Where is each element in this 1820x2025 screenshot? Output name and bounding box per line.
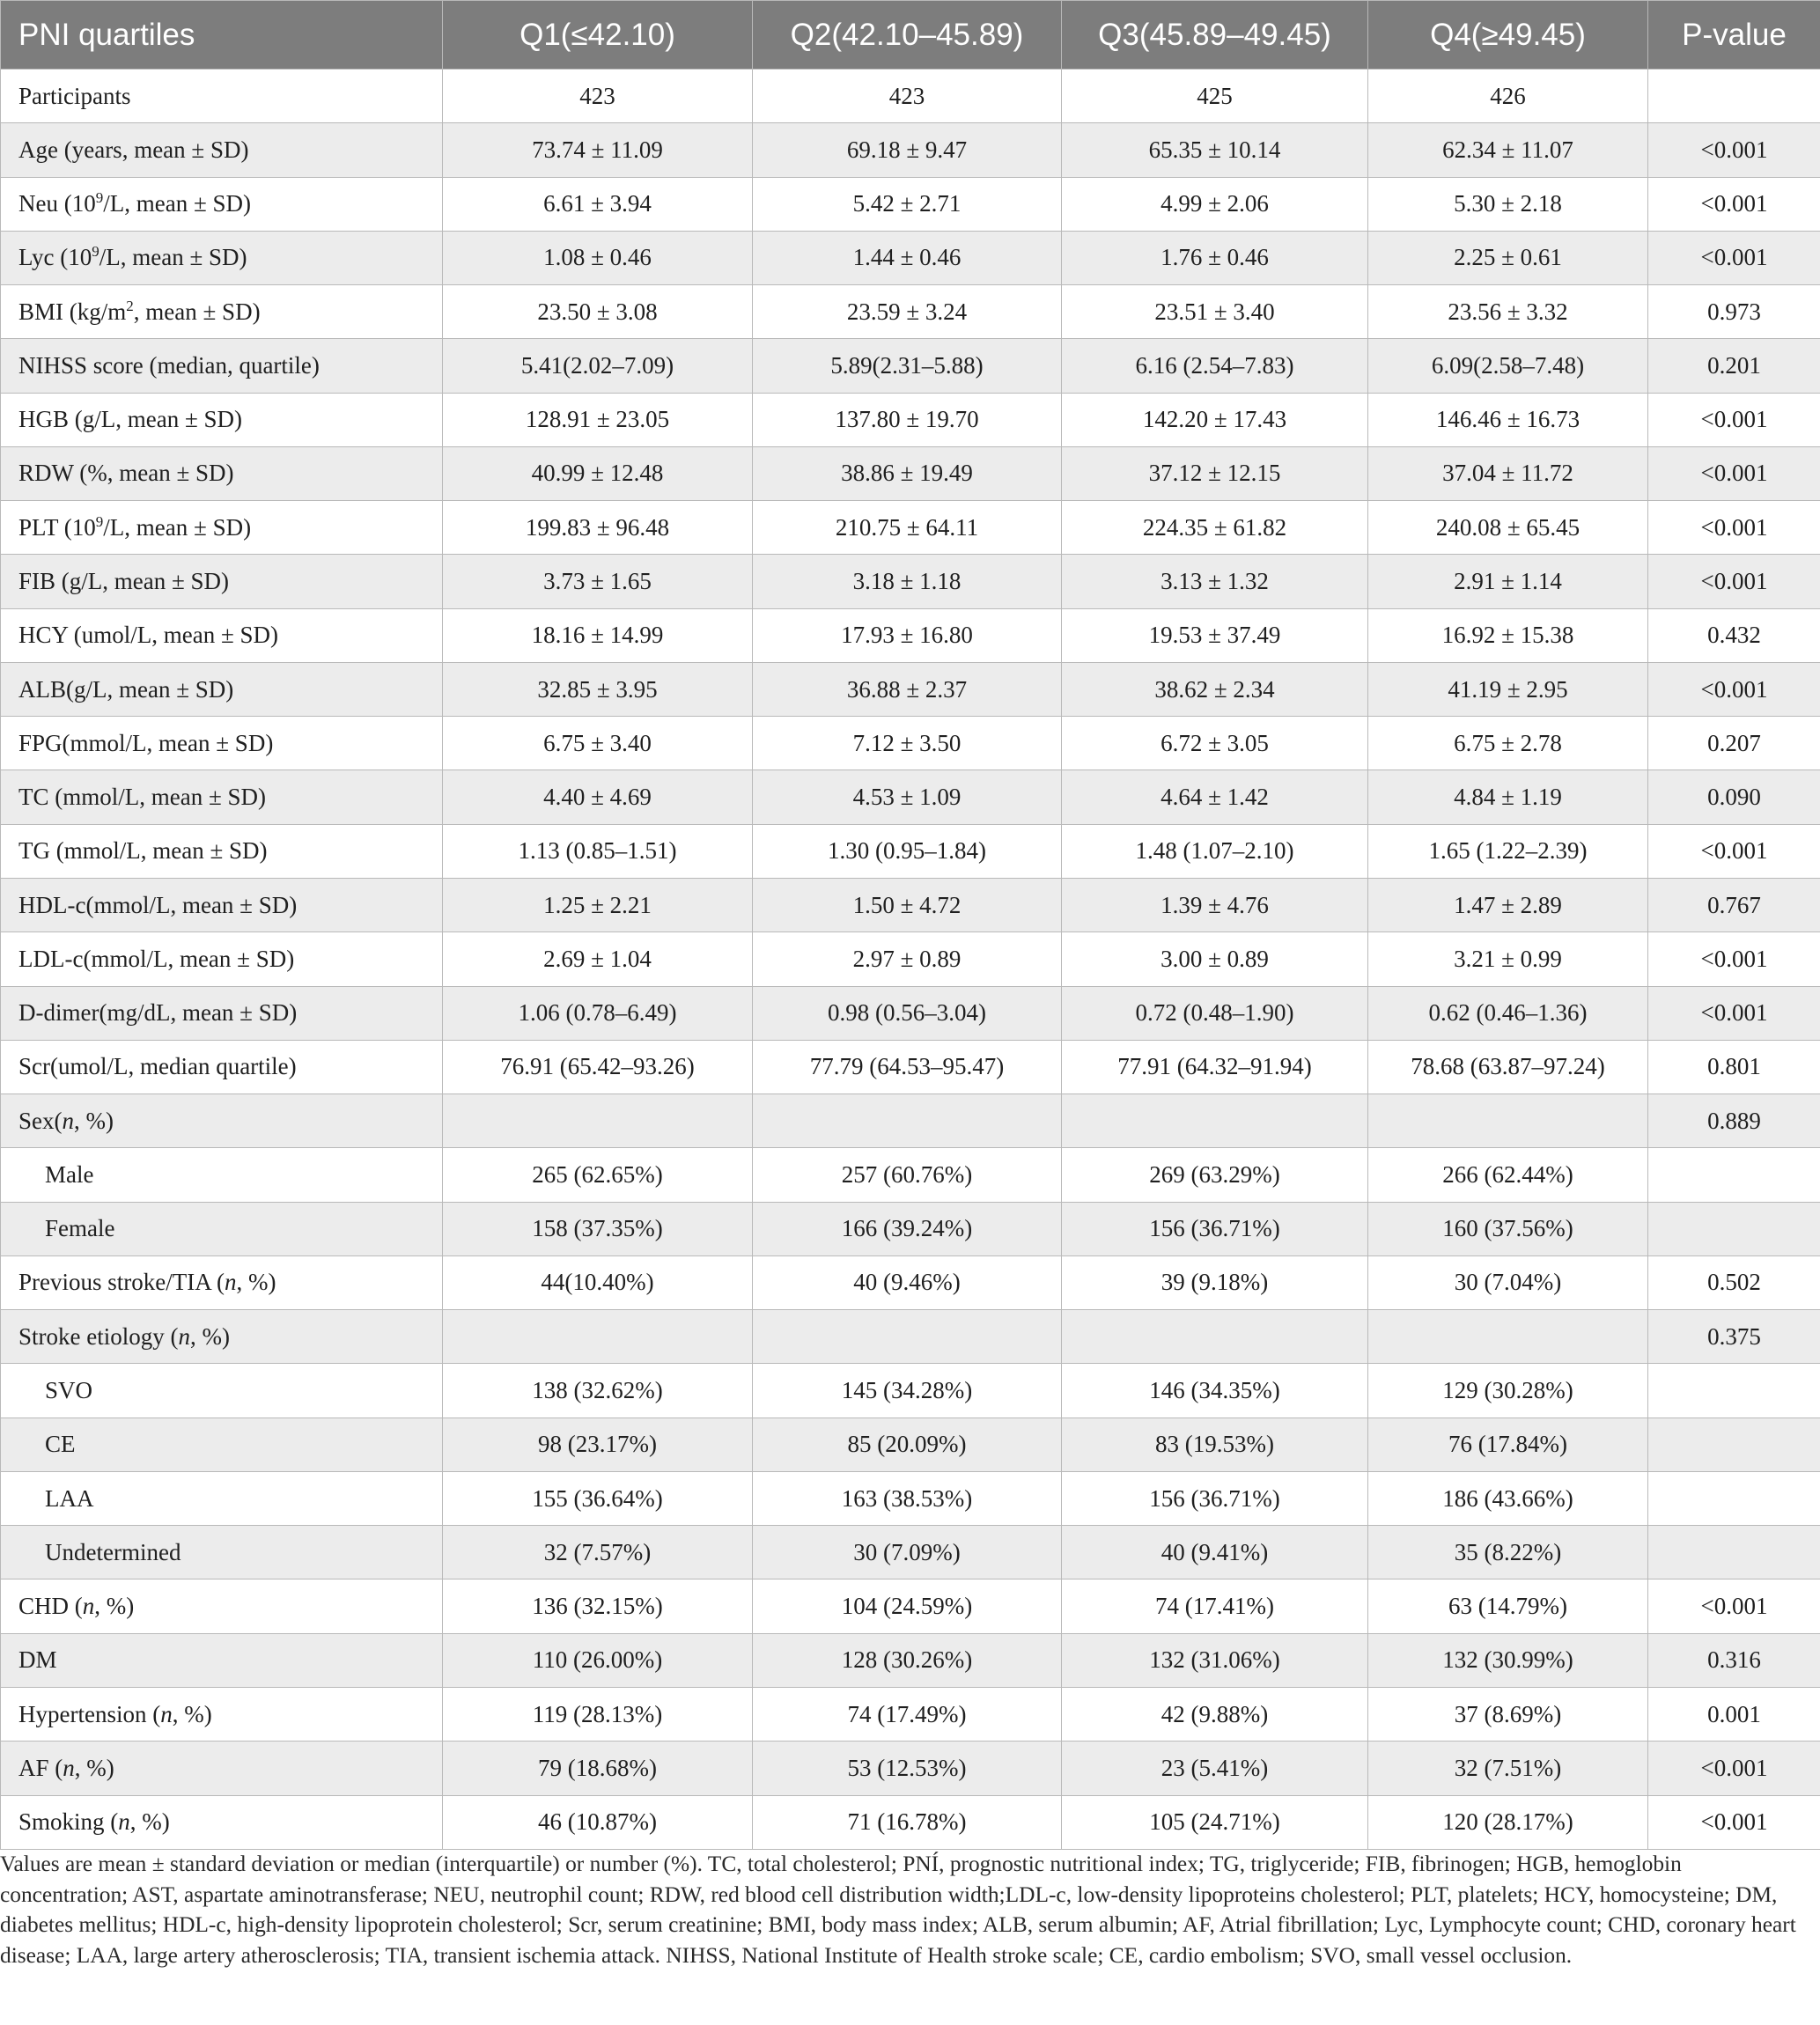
cell-q2: 5.89(2.31–5.88) xyxy=(753,339,1062,393)
row-label: PLT ($10^9/L$, mean ± SD) xyxy=(1,501,443,555)
cell-q3: 269 (63.29%) xyxy=(1062,1148,1368,1202)
cell-q1: 32 (7.57%) xyxy=(443,1526,753,1580)
cell-q2: 137.80 ± 19.70 xyxy=(753,393,1062,446)
table-row xyxy=(1,1202,1820,1256)
cell-q1: 3.73 ± 1.65 xyxy=(443,555,753,608)
cell-q4: 146.46 ± 16.73 xyxy=(1368,393,1648,446)
table-row xyxy=(1,1633,1820,1687)
header-q2: Q2(42.10–45.89) xyxy=(753,1,1062,70)
row-label: Undetermined xyxy=(1,1526,443,1580)
cell-q2: 40 (9.46%) xyxy=(753,1256,1062,1309)
cell-q2: 38.86 ± 19.49 xyxy=(753,446,1062,500)
row-label: Participants xyxy=(1,70,443,123)
cell-q3: 132 (31.06%) xyxy=(1062,1633,1368,1687)
cell-q1 xyxy=(443,1094,753,1148)
table-row xyxy=(1,1310,1820,1364)
cell-q1: 265 (62.65%) xyxy=(443,1148,753,1202)
row-label: Scr(umol/L, median quartile) xyxy=(1,1040,443,1094)
table-row xyxy=(1,285,1820,339)
cell-q2: 1.44 ± 0.46 xyxy=(753,231,1062,284)
cell-p-value xyxy=(1648,1202,1820,1256)
cell-p-value: 0.432 xyxy=(1648,608,1820,662)
row-label: NIHSS score (median, quartile) xyxy=(1,339,443,393)
cell-q1: 18.16 ± 14.99 xyxy=(443,608,753,662)
row-label: Female xyxy=(1,1202,443,1256)
cell-q4: 6.75 ± 2.78 xyxy=(1368,717,1648,770)
cell-q3: 3.00 ± 0.89 xyxy=(1062,932,1368,986)
cell-p-value: 0.001 xyxy=(1648,1687,1820,1741)
table-row xyxy=(1,1148,1820,1202)
cell-q1: 199.83 ± 96.48 xyxy=(443,501,753,555)
table-row xyxy=(1,932,1820,986)
cell-q4: 1.65 (1.22–2.39) xyxy=(1368,824,1648,878)
row-label: DM xyxy=(1,1633,443,1687)
cell-q3: 19.53 ± 37.49 xyxy=(1062,608,1368,662)
table-row xyxy=(1,1687,1820,1741)
cell-q4: 4.84 ± 1.19 xyxy=(1368,770,1648,824)
row-label: Age (years, mean ± SD) xyxy=(1,123,443,177)
row-label: LAA xyxy=(1,1471,443,1525)
cell-q3: 83 (19.53%) xyxy=(1062,1418,1368,1471)
cell-p-value xyxy=(1648,70,1820,123)
cell-q4 xyxy=(1368,1310,1648,1364)
table-row xyxy=(1,70,1820,123)
cell-q4: 37.04 ± 11.72 xyxy=(1368,446,1648,500)
cell-q2: 1.30 (0.95–1.84) xyxy=(753,824,1062,878)
cell-p-value: <0.001 xyxy=(1648,231,1820,284)
row-label: Stroke etiology (n, %) xyxy=(1,1310,443,1364)
row-label: Sex(n, %) xyxy=(1,1094,443,1148)
cell-q4: 5.30 ± 2.18 xyxy=(1368,177,1648,231)
cell-q4: 160 (37.56%) xyxy=(1368,1202,1648,1256)
table-row xyxy=(1,446,1820,500)
cell-q3: 6.72 ± 3.05 xyxy=(1062,717,1368,770)
cell-q2: 36.88 ± 2.37 xyxy=(753,662,1062,716)
cell-q4: 3.21 ± 0.99 xyxy=(1368,932,1648,986)
cell-q1: 5.41(2.02–7.09) xyxy=(443,339,753,393)
cell-p-value: <0.001 xyxy=(1648,446,1820,500)
header-pni-quartiles: PNI quartiles xyxy=(1,1,443,70)
cell-q4: 23.56 ± 3.32 xyxy=(1368,285,1648,339)
table-row xyxy=(1,770,1820,824)
cell-q3: 105 (24.71%) xyxy=(1062,1795,1368,1849)
cell-p-value xyxy=(1648,1364,1820,1418)
cell-q4: 186 (43.66%) xyxy=(1368,1471,1648,1525)
cell-p-value: <0.001 xyxy=(1648,501,1820,555)
cell-p-value: <0.001 xyxy=(1648,986,1820,1040)
cell-q1: 73.74 ± 11.09 xyxy=(443,123,753,177)
cell-q3: 0.72 (0.48–1.90) xyxy=(1062,986,1368,1040)
table-body xyxy=(1,70,1820,1850)
table-row xyxy=(1,123,1820,177)
cell-p-value: <0.001 xyxy=(1648,555,1820,608)
cell-p-value: 0.207 xyxy=(1648,717,1820,770)
cell-q1: 46 (10.87%) xyxy=(443,1795,753,1849)
cell-q2: 4.53 ± 1.09 xyxy=(753,770,1062,824)
cell-q2: 0.98 (0.56–3.04) xyxy=(753,986,1062,1040)
cell-q4: 32 (7.51%) xyxy=(1368,1742,1648,1795)
cell-q3: 37.12 ± 12.15 xyxy=(1062,446,1368,500)
row-label: RDW (%, mean ± SD) xyxy=(1,446,443,500)
header-q4: Q4(≥49.45) xyxy=(1368,1,1648,70)
cell-q3: 146 (34.35%) xyxy=(1062,1364,1368,1418)
table-row xyxy=(1,1580,1820,1633)
cell-q2: 210.75 ± 64.11 xyxy=(753,501,1062,555)
cell-q1: 1.13 (0.85–1.51) xyxy=(443,824,753,878)
cell-p-value: 0.767 xyxy=(1648,878,1820,932)
header-p-value: P-value xyxy=(1648,1,1820,70)
row-label: Male xyxy=(1,1148,443,1202)
cell-q1 xyxy=(443,1310,753,1364)
cell-q1: 423 xyxy=(443,70,753,123)
row-label: ALB(g/L, mean ± SD) xyxy=(1,662,443,716)
row-label: TC (mmol/L, mean ± SD) xyxy=(1,770,443,824)
cell-q3: 4.99 ± 2.06 xyxy=(1062,177,1368,231)
cell-p-value: <0.001 xyxy=(1648,123,1820,177)
cell-p-value: 0.889 xyxy=(1648,1094,1820,1148)
cell-q4: 78.68 (63.87–97.24) xyxy=(1368,1040,1648,1094)
row-label: LDL-c(mmol/L, mean ± SD) xyxy=(1,932,443,986)
cell-q2: 23.59 ± 3.24 xyxy=(753,285,1062,339)
table-row xyxy=(1,393,1820,446)
cell-q4: 63 (14.79%) xyxy=(1368,1580,1648,1633)
cell-q3: 1.48 (1.07–2.10) xyxy=(1062,824,1368,878)
table-row xyxy=(1,986,1820,1040)
cell-p-value xyxy=(1648,1148,1820,1202)
table-row xyxy=(1,824,1820,878)
cell-q3: 156 (36.71%) xyxy=(1062,1471,1368,1525)
cell-q3: 142.20 ± 17.43 xyxy=(1062,393,1368,446)
cell-q3: 6.16 (2.54–7.83) xyxy=(1062,339,1368,393)
cell-p-value: <0.001 xyxy=(1648,662,1820,716)
cell-q4: 16.92 ± 15.38 xyxy=(1368,608,1648,662)
cell-q3: 156 (36.71%) xyxy=(1062,1202,1368,1256)
cell-p-value: 0.801 xyxy=(1648,1040,1820,1094)
table-row xyxy=(1,1418,1820,1471)
cell-q3: 65.35 ± 10.14 xyxy=(1062,123,1368,177)
table-row xyxy=(1,1256,1820,1309)
row-label: BMI ($kg/m^2$, mean ± SD) xyxy=(1,285,443,339)
cell-q2: 423 xyxy=(753,70,1062,123)
cell-q1: 155 (36.64%) xyxy=(443,1471,753,1525)
cell-q3: 4.64 ± 1.42 xyxy=(1062,770,1368,824)
cell-q2: 71 (16.78%) xyxy=(753,1795,1062,1849)
table-row xyxy=(1,662,1820,716)
cell-q1: 76.91 (65.42–93.26) xyxy=(443,1040,753,1094)
cell-q3: 1.76 ± 0.46 xyxy=(1062,231,1368,284)
cell-q2: 85 (20.09%) xyxy=(753,1418,1062,1471)
cell-q4: 41.19 ± 2.95 xyxy=(1368,662,1648,716)
table-header-row xyxy=(1,1,1820,70)
cell-q2: 2.97 ± 0.89 xyxy=(753,932,1062,986)
table-row xyxy=(1,1094,1820,1148)
cell-p-value: 0.502 xyxy=(1648,1256,1820,1309)
cell-q4: 2.25 ± 0.61 xyxy=(1368,231,1648,284)
cell-q2: 3.18 ± 1.18 xyxy=(753,555,1062,608)
cell-q3: 3.13 ± 1.32 xyxy=(1062,555,1368,608)
cell-p-value xyxy=(1648,1471,1820,1525)
cell-q1: 23.50 ± 3.08 xyxy=(443,285,753,339)
table-row xyxy=(1,231,1820,284)
table-row xyxy=(1,501,1820,555)
cell-p-value xyxy=(1648,1418,1820,1471)
cell-q4: 132 (30.99%) xyxy=(1368,1633,1648,1687)
row-label: HCY (umol/L, mean ± SD) xyxy=(1,608,443,662)
row-label: Smoking (n, %) xyxy=(1,1795,443,1849)
cell-q3: 77.91 (64.32–91.94) xyxy=(1062,1040,1368,1094)
cell-q1: 6.61 ± 3.94 xyxy=(443,177,753,231)
cell-q4: 35 (8.22%) xyxy=(1368,1526,1648,1580)
cell-q1: 158 (37.35%) xyxy=(443,1202,753,1256)
row-label: Previous stroke/TIA (n, %) xyxy=(1,1256,443,1309)
cell-q1: 32.85 ± 3.95 xyxy=(443,662,753,716)
cell-q2: 257 (60.76%) xyxy=(753,1148,1062,1202)
cell-q1: 138 (32.62%) xyxy=(443,1364,753,1418)
cell-q2 xyxy=(753,1310,1062,1364)
cell-q2: 69.18 ± 9.47 xyxy=(753,123,1062,177)
cell-p-value: <0.001 xyxy=(1648,1795,1820,1849)
row-label: FPG(mmol/L, mean ± SD) xyxy=(1,717,443,770)
table-row xyxy=(1,1795,1820,1849)
header-q3: Q3(45.89–49.45) xyxy=(1062,1,1368,70)
cell-q2: 145 (34.28%) xyxy=(753,1364,1062,1418)
table-row xyxy=(1,1471,1820,1525)
cell-q4: 62.34 ± 11.07 xyxy=(1368,123,1648,177)
cell-q3: 40 (9.41%) xyxy=(1062,1526,1368,1580)
table-row xyxy=(1,1526,1820,1580)
table-row xyxy=(1,177,1820,231)
cell-q1: 4.40 ± 4.69 xyxy=(443,770,753,824)
cell-q4: 30 (7.04%) xyxy=(1368,1256,1648,1309)
cell-p-value: 0.973 xyxy=(1648,285,1820,339)
cell-q2: 17.93 ± 16.80 xyxy=(753,608,1062,662)
cell-q2: 77.79 (64.53–95.47) xyxy=(753,1040,1062,1094)
cell-p-value: 0.090 xyxy=(1648,770,1820,824)
cell-q4: 240.08 ± 65.45 xyxy=(1368,501,1648,555)
cell-q1: 1.08 ± 0.46 xyxy=(443,231,753,284)
row-label: Lyc ($10^9/L$, mean ± SD) xyxy=(1,231,443,284)
row-label: HDL-c(mmol/L, mean ± SD) xyxy=(1,878,443,932)
cell-q3: 42 (9.88%) xyxy=(1062,1687,1368,1741)
cell-p-value: 0.201 xyxy=(1648,339,1820,393)
cell-q2: 5.42 ± 2.71 xyxy=(753,177,1062,231)
cell-q4 xyxy=(1368,1094,1648,1148)
cell-q4: 76 (17.84%) xyxy=(1368,1418,1648,1471)
cell-q1: 79 (18.68%) xyxy=(443,1742,753,1795)
cell-q1: 2.69 ± 1.04 xyxy=(443,932,753,986)
cell-q1: 40.99 ± 12.48 xyxy=(443,446,753,500)
cell-q2: 166 (39.24%) xyxy=(753,1202,1062,1256)
cell-p-value: <0.001 xyxy=(1648,393,1820,446)
cell-q3: 38.62 ± 2.34 xyxy=(1062,662,1368,716)
cell-q4: 129 (30.28%) xyxy=(1368,1364,1648,1418)
row-label: D-dimer(mg/dL, mean ± SD) xyxy=(1,986,443,1040)
cell-p-value: <0.001 xyxy=(1648,932,1820,986)
row-label: SVO xyxy=(1,1364,443,1418)
cell-p-value: 0.375 xyxy=(1648,1310,1820,1364)
cell-q3: 74 (17.41%) xyxy=(1062,1580,1368,1633)
cell-q3: 425 xyxy=(1062,70,1368,123)
table-row xyxy=(1,339,1820,393)
cell-q2: 74 (17.49%) xyxy=(753,1687,1062,1741)
cell-q1: 128.91 ± 23.05 xyxy=(443,393,753,446)
cell-p-value xyxy=(1648,1526,1820,1580)
row-label: AF (n, %) xyxy=(1,1742,443,1795)
cell-q4: 120 (28.17%) xyxy=(1368,1795,1648,1849)
cell-q4: 37 (8.69%) xyxy=(1368,1687,1648,1741)
cell-q1: 119 (28.13%) xyxy=(443,1687,753,1741)
table-row xyxy=(1,1364,1820,1418)
cell-q3 xyxy=(1062,1094,1368,1148)
cell-q1: 1.25 ± 2.21 xyxy=(443,878,753,932)
cell-q3: 224.35 ± 61.82 xyxy=(1062,501,1368,555)
table-row xyxy=(1,878,1820,932)
cell-q4: 6.09(2.58–7.48) xyxy=(1368,339,1648,393)
cell-q2: 30 (7.09%) xyxy=(753,1526,1062,1580)
cell-q2: 128 (30.26%) xyxy=(753,1633,1062,1687)
cell-q4: 426 xyxy=(1368,70,1648,123)
table-row xyxy=(1,608,1820,662)
table-row xyxy=(1,1742,1820,1795)
cell-p-value: <0.001 xyxy=(1648,824,1820,878)
row-label: CE xyxy=(1,1418,443,1471)
cell-p-value: <0.001 xyxy=(1648,1742,1820,1795)
cell-q1: 1.06 (0.78–6.49) xyxy=(443,986,753,1040)
cell-p-value: 0.316 xyxy=(1648,1633,1820,1687)
cell-q4: 2.91 ± 1.14 xyxy=(1368,555,1648,608)
row-label: HGB (g/L, mean ± SD) xyxy=(1,393,443,446)
table-footnote: Values are mean ± standard deviation or median (interquartile) or number (%). TC, total cholesterol; PNÍ, prognostic nutritional index; TG, triglyceride; FIB, fibrinogen; HGB, hemoglobin concentration; AST, aspartate aminotransferase; NEU, neutrophil count; RDW, red blood cell distribution width;LDL-c, low-density lipoproteins cholesterol; PLT, platelets; HCY, homocysteine; DM, diabetes mellitus; HDL-c, high-density lipoprotein cholesterol; Scr, serum creatinine; BMI, body mass index; ALB, serum albumin; AF, Atrial fibrillation; Lyc, Lymphocyte count; CHD, coronary heart disease; LAA, large artery atherosclerosis; TIA, transient ischemia attack. NIHSS, National Institute of Health stroke scale; CE, cardio embolism; SVO, small vessel occlusion. xyxy=(0,1852,1796,1968)
cell-q1: 44(10.40%) xyxy=(443,1256,753,1309)
cell-q1: 136 (32.15%) xyxy=(443,1580,753,1633)
cell-q4: 0.62 (0.46–1.36) xyxy=(1368,986,1648,1040)
cell-q3: 39 (9.18%) xyxy=(1062,1256,1368,1309)
cell-p-value: <0.001 xyxy=(1648,177,1820,231)
table-row xyxy=(1,555,1820,608)
row-label: FIB (g/L, mean ± SD) xyxy=(1,555,443,608)
cell-q2: 163 (38.53%) xyxy=(753,1471,1062,1525)
cell-q3: 1.39 ± 4.76 xyxy=(1062,878,1368,932)
cell-q2: 7.12 ± 3.50 xyxy=(753,717,1062,770)
cell-q1: 98 (23.17%) xyxy=(443,1418,753,1471)
cell-p-value: <0.001 xyxy=(1648,1580,1820,1633)
row-label: CHD (n, %) xyxy=(1,1580,443,1633)
row-label: Neu ($10^9/L$, mean ± SD) xyxy=(1,177,443,231)
cell-q4: 1.47 ± 2.89 xyxy=(1368,878,1648,932)
cell-q2: 1.50 ± 4.72 xyxy=(753,878,1062,932)
header-q1: Q1(≤42.10) xyxy=(443,1,753,70)
table-row xyxy=(1,1040,1820,1094)
table-row xyxy=(1,717,1820,770)
cell-q1: 6.75 ± 3.40 xyxy=(443,717,753,770)
row-label: TG (mmol/L, mean ± SD) xyxy=(1,824,443,878)
cell-q4: 266 (62.44%) xyxy=(1368,1148,1648,1202)
cell-q3: 23.51 ± 3.40 xyxy=(1062,285,1368,339)
cell-q2: 53 (12.53%) xyxy=(753,1742,1062,1795)
row-label: Hypertension (n, %) xyxy=(1,1687,443,1741)
cell-q3: 23 (5.41%) xyxy=(1062,1742,1368,1795)
cell-q2 xyxy=(753,1094,1062,1148)
cell-q2: 104 (24.59%) xyxy=(753,1580,1062,1633)
cell-q3 xyxy=(1062,1310,1368,1364)
cell-q1: 110 (26.00%) xyxy=(443,1633,753,1687)
